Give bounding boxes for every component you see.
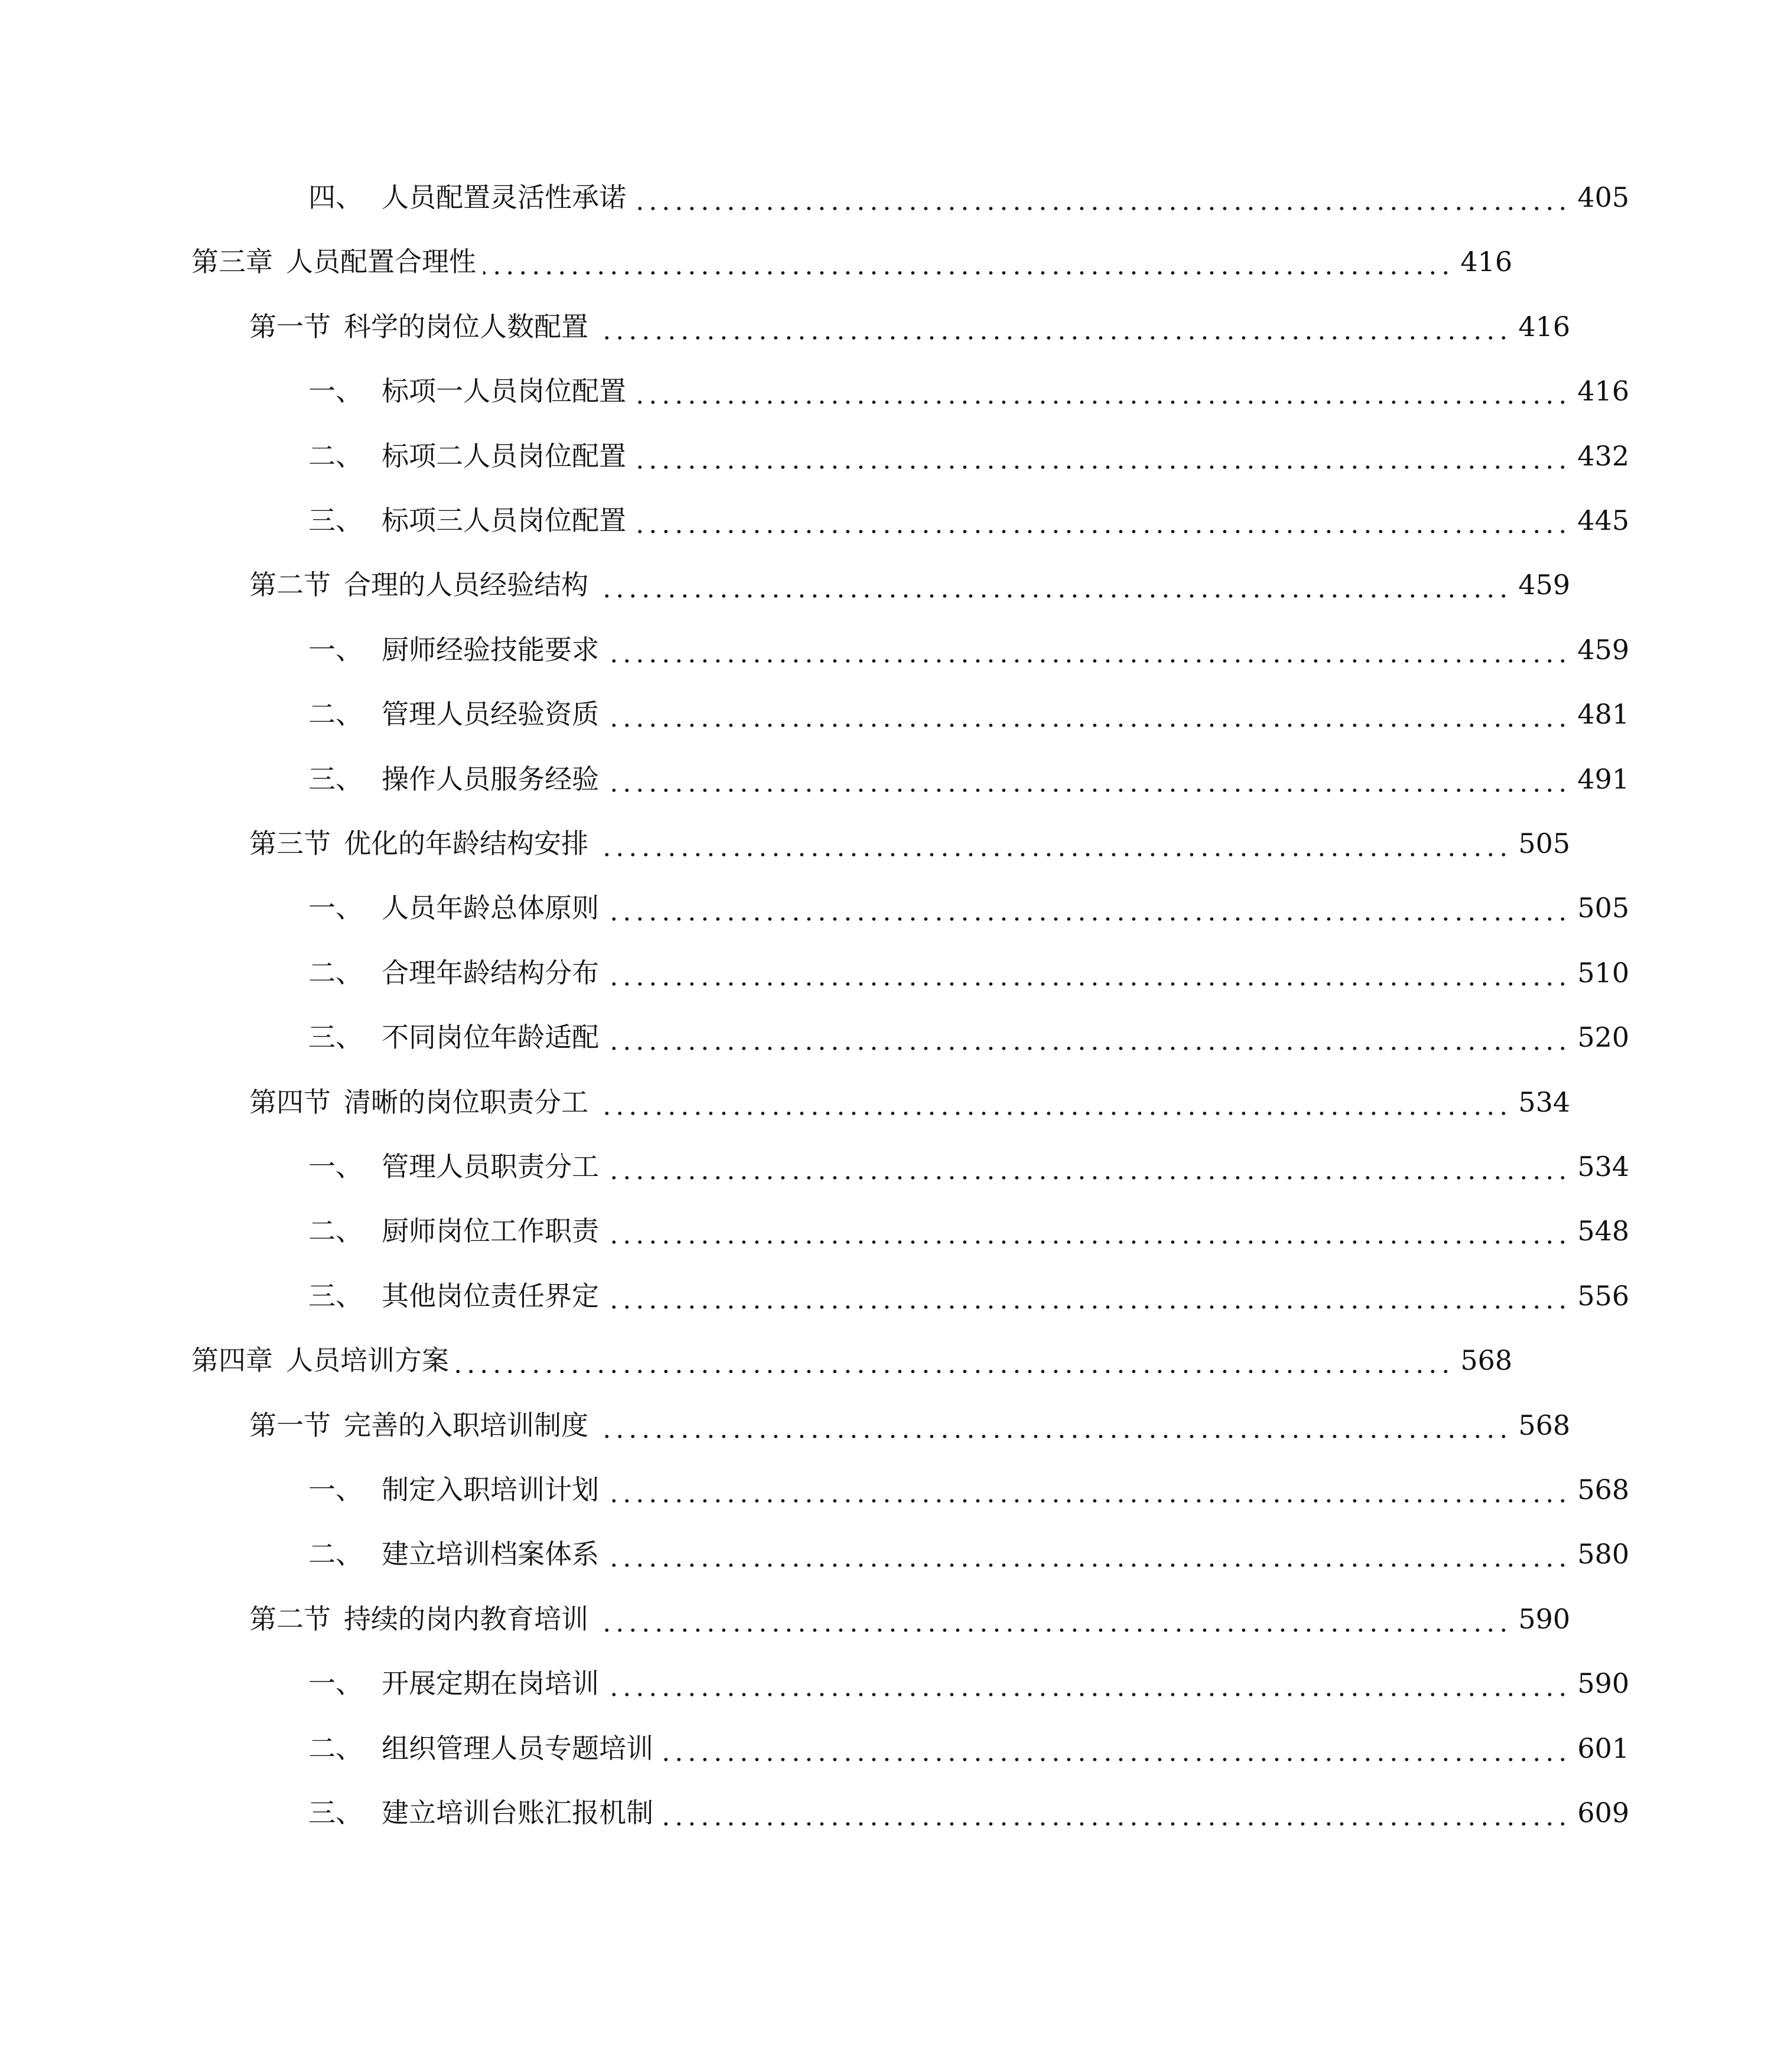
toc-entry[interactable]	[0, 1143, 1774, 1190]
toc-entry-number: 三、	[308, 1021, 363, 1053]
toc-entry-page-number: 548	[1577, 1215, 1629, 1247]
toc-entry-title: 清晰的岗位职责分工	[344, 1086, 588, 1118]
toc-dot-leader	[606, 1207, 1569, 1255]
toc-entry[interactable]	[0, 1337, 1657, 1384]
toc-entry-page-number: 505	[1518, 828, 1570, 859]
toc-entry-page-number: 534	[1518, 1086, 1570, 1118]
toc-entry-number: 第三章	[191, 246, 273, 278]
toc-dot-leader	[456, 1337, 1452, 1384]
toc-entry-title: 优化的年龄结构安排	[344, 828, 588, 859]
toc-entry[interactable]	[0, 1789, 1774, 1836]
toc-dot-leader	[606, 626, 1569, 673]
toc-dot-leader	[633, 367, 1569, 415]
toc-entry[interactable]	[0, 1014, 1774, 1061]
toc-entry-title: 标项二人员岗位配置	[382, 440, 626, 472]
toc-entry[interactable]	[0, 497, 1774, 544]
toc-dot-leader	[606, 1272, 1569, 1320]
toc-dot-leader	[633, 174, 1569, 221]
toc-dot-leader	[595, 820, 1510, 867]
toc-entry-number: 一、	[308, 375, 363, 407]
toc-entry[interactable]	[0, 367, 1774, 415]
toc-entry-page-number: 416	[1577, 375, 1629, 407]
toc-entry-number: 三、	[308, 763, 363, 795]
toc-dot-leader	[633, 497, 1569, 544]
toc-dot-leader	[606, 1660, 1569, 1707]
toc-entry-number: 第四节	[249, 1086, 331, 1118]
toc-entry-title: 合理的人员经验结构	[344, 569, 588, 601]
toc-entry-number: 四、	[308, 181, 363, 213]
toc-entry[interactable]	[0, 561, 1715, 608]
toc-dot-leader	[606, 1014, 1569, 1061]
toc-entry-page-number: 590	[1577, 1667, 1629, 1699]
toc-entry-page-number: 416	[1518, 311, 1570, 343]
toc-dot-leader	[660, 1725, 1569, 1772]
toc-entry-title: 人员年龄总体原则	[382, 892, 599, 924]
toc-entry[interactable]	[0, 1530, 1774, 1578]
toc-entry[interactable]	[0, 690, 1774, 738]
toc-entry[interactable]	[0, 1725, 1774, 1772]
toc-entry-title: 不同岗位年龄适配	[382, 1021, 599, 1053]
toc-dot-leader	[595, 561, 1510, 608]
toc-entry-number: 二、	[308, 1538, 363, 1570]
toc-entry-title: 标项三人员岗位配置	[382, 504, 626, 536]
toc-entry-page-number: 459	[1577, 634, 1629, 666]
toc-entry[interactable]	[0, 1402, 1715, 1449]
toc-entry-page-number: 491	[1577, 763, 1629, 795]
toc-entry-number: 三、	[308, 1280, 363, 1312]
toc-entry-title: 建立培训台账汇报机制	[382, 1797, 653, 1829]
toc-entry-title: 组织管理人员专题培训	[382, 1732, 653, 1764]
toc-entry-title: 操作人员服务经验	[382, 763, 599, 795]
toc-entry[interactable]	[0, 1595, 1715, 1643]
toc-entry[interactable]	[0, 1079, 1715, 1126]
toc-entry-page-number: 556	[1577, 1280, 1629, 1312]
toc-entry-number: 三、	[308, 504, 363, 536]
toc-dot-leader	[606, 1530, 1569, 1578]
toc-entry-number: 一、	[308, 892, 363, 924]
toc-dot-leader	[606, 884, 1569, 931]
toc-entry-page-number: 505	[1577, 892, 1629, 924]
toc-entry-page-number: 609	[1577, 1797, 1629, 1829]
toc-dot-leader	[660, 1789, 1569, 1836]
toc-entry-page-number: 405	[1577, 181, 1629, 213]
toc-dot-leader	[595, 1595, 1510, 1643]
toc-entry-title: 其他岗位责任界定	[382, 1280, 599, 1312]
toc-entry-page-number: 568	[1518, 1409, 1570, 1441]
toc-entry-page-number: 459	[1518, 569, 1570, 601]
toc-entry-title: 建立培训档案体系	[382, 1538, 599, 1570]
toc-entry[interactable]	[0, 755, 1774, 803]
toc-entry-page-number: 520	[1577, 1021, 1629, 1053]
toc-entry-title: 完善的入职培训制度	[344, 1409, 588, 1441]
toc-entry-title: 制定入职培训计划	[382, 1474, 599, 1506]
toc-entry-number: 第三节	[249, 828, 331, 859]
toc-dot-leader	[606, 1143, 1569, 1190]
toc-entry[interactable]	[0, 884, 1774, 931]
toc-entry-number: 第一节	[249, 311, 331, 343]
toc-entry-number: 第二节	[249, 1603, 331, 1635]
toc-entry-number: 二、	[308, 957, 363, 989]
toc-dot-leader	[606, 690, 1569, 738]
toc-entry-page-number: 568	[1460, 1344, 1512, 1376]
toc-dot-leader	[595, 303, 1510, 350]
toc-entry-title: 标项一人员岗位配置	[382, 375, 626, 407]
toc-entry-title: 管理人员职责分工	[382, 1151, 599, 1182]
toc-entry[interactable]	[0, 174, 1774, 221]
toc-dot-leader	[595, 1079, 1510, 1126]
toc-entry[interactable]	[0, 949, 1774, 996]
toc-entry-number: 二、	[308, 1732, 363, 1764]
toc-entry-title: 开展定期在岗培训	[382, 1667, 599, 1699]
toc-entry-page-number: 580	[1577, 1538, 1629, 1570]
toc-entry-title: 合理年龄结构分布	[382, 957, 599, 989]
toc-entry-title: 持续的岗内教育培训	[344, 1603, 588, 1635]
toc-entry-page-number: 432	[1577, 440, 1629, 472]
toc-entry-number: 第二节	[249, 569, 331, 601]
toc-entry-title: 管理人员经验资质	[382, 698, 599, 730]
toc-entry-page-number: 534	[1577, 1151, 1629, 1182]
toc-entry[interactable]	[0, 1272, 1774, 1320]
toc-dot-leader	[595, 1402, 1510, 1449]
toc-entry-number: 一、	[308, 1474, 363, 1506]
toc-entry-title: 厨师岗位工作职责	[382, 1215, 599, 1247]
toc-entry-page-number: 568	[1577, 1474, 1629, 1506]
toc-entry-title: 人员配置合理性	[286, 246, 476, 278]
toc-entry-page-number: 510	[1577, 957, 1629, 989]
toc-entry-number: 三、	[308, 1797, 363, 1829]
toc-entry-number: 第一节	[249, 1409, 331, 1441]
toc-dot-leader	[606, 1466, 1569, 1513]
toc-entry-number: 第四章	[191, 1344, 273, 1376]
toc-entry-page-number: 416	[1460, 246, 1512, 278]
toc-entry-page-number: 590	[1518, 1603, 1570, 1635]
toc-dot-leader	[606, 949, 1569, 996]
toc-entry-number: 一、	[308, 634, 363, 666]
toc-entry[interactable]	[0, 238, 1657, 285]
toc-entry[interactable]	[0, 1466, 1774, 1513]
toc-entry-page-number: 601	[1577, 1732, 1629, 1764]
toc-entry[interactable]	[0, 1207, 1774, 1255]
toc-entry-page-number: 445	[1577, 504, 1629, 536]
toc-entry[interactable]	[0, 820, 1715, 867]
toc-entry[interactable]	[0, 1660, 1774, 1707]
toc-entry-title: 厨师经验技能要求	[382, 634, 599, 666]
toc-entry-number: 一、	[308, 1151, 363, 1182]
toc-dot-leader	[606, 755, 1569, 803]
toc-entry[interactable]	[0, 432, 1774, 480]
toc-entry-title: 科学的岗位人数配置	[344, 311, 588, 343]
toc-entry-number: 二、	[308, 440, 363, 472]
toc-dot-leader	[633, 432, 1569, 480]
toc-entry-number: 二、	[308, 1215, 363, 1247]
toc-entry[interactable]	[0, 626, 1774, 673]
toc-entry[interactable]	[0, 303, 1715, 350]
toc-entry-title: 人员培训方案	[286, 1344, 449, 1376]
toc-entry-number: 一、	[308, 1667, 363, 1699]
toc-entry-page-number: 481	[1577, 698, 1629, 730]
toc-entry-number: 二、	[308, 698, 363, 730]
toc-dot-leader	[483, 238, 1452, 285]
toc-entry-title: 人员配置灵活性承诺	[382, 181, 626, 213]
